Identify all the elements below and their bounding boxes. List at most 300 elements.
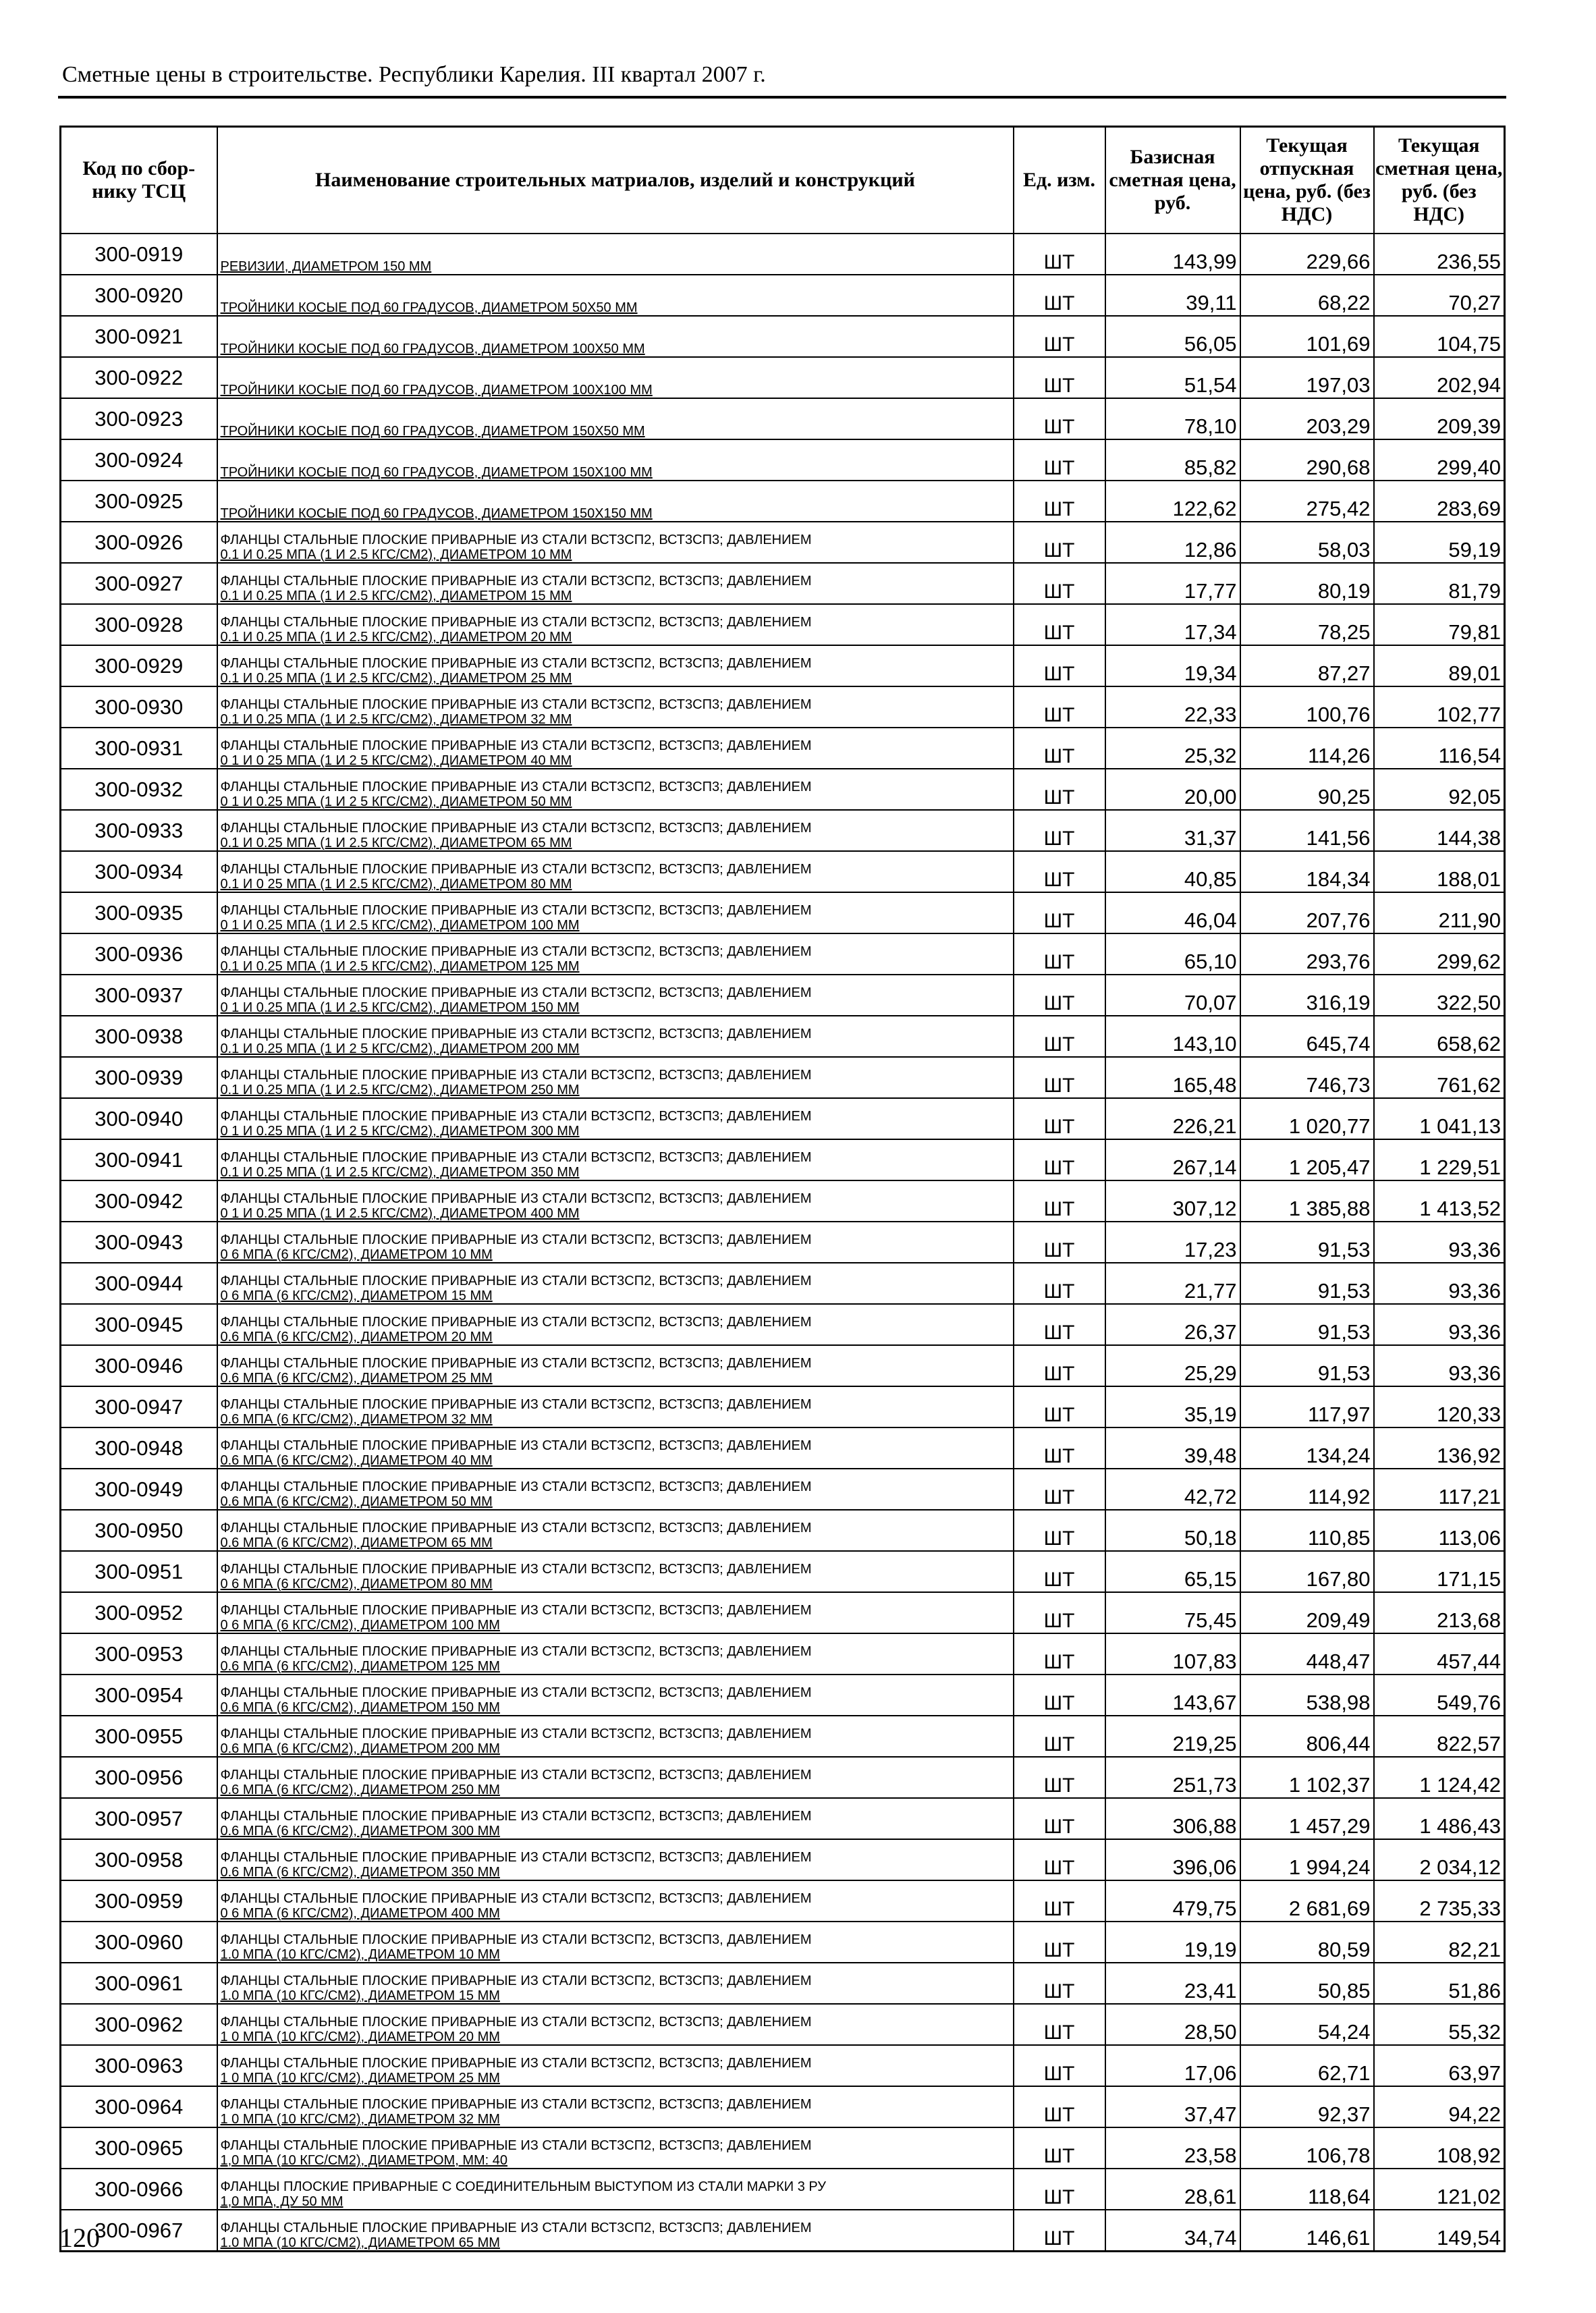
cell-current-estimate-price: 51,86 — [1374, 1963, 1505, 2004]
cell-unit: ШТ — [1014, 769, 1105, 810]
name-line-1: ФЛАНЦЫ СТАЛЬНЫЕ ПЛОСКИЕ ПРИВАРНЫЕ ИЗ СТАЛИ ВСТ3СП2, ВСТ3СП3; ДАВЛЕНИЕМ — [220, 1974, 812, 1988]
cell-name — [217, 1510, 1014, 1551]
table-row — [61, 1510, 1505, 1551]
cell-current-release-price: 746,73 — [1240, 1057, 1374, 1098]
cell-unit: ШТ — [1014, 398, 1105, 439]
cell-base-price: 26,37 — [1105, 1304, 1240, 1345]
cell-unit: ШТ — [1014, 1427, 1105, 1469]
name-line-1: ФЛАНЦЫ СТАЛЬНЫЕ ПЛОСКИЕ ПРИВАРНЫЕ ИЗ СТАЛИ ВСТ3СП2, ВСТ3СП3; ДАВЛЕНИЕМ — [220, 1356, 812, 1371]
name-line-2: 0.6 МПА (6 КГС/СМ2), ДИАМЕТРОМ 200 ММ — [220, 1741, 500, 1756]
cell-code: 300-0949 — [61, 1469, 217, 1510]
cell-current-release-price: 645,74 — [1240, 1016, 1374, 1057]
cell-base-price: 78,10 — [1105, 398, 1240, 439]
name-line-2: ТРОЙНИКИ КОСЫЕ ПОД 60 ГРАДУСОВ, ДИАМЕТРОМ 100Х100 ММ — [220, 383, 653, 398]
cell-code: 300-0947 — [61, 1386, 217, 1427]
cell-code: 300-0941 — [61, 1139, 217, 1180]
cell-name — [217, 2004, 1014, 2045]
cell-code: 300-0939 — [61, 1057, 217, 1098]
cell-current-release-price: 184,34 — [1240, 851, 1374, 892]
name-line-2: 0.1 И 0.25 МПА (1 И 2.5 КГС/СМ2), ДИАМЕТРОМ 32 ММ — [220, 712, 572, 727]
cell-current-release-price: 117,97 — [1240, 1386, 1374, 1427]
cell-name — [217, 1922, 1014, 1963]
cell-code: 300-0958 — [61, 1839, 217, 1880]
cell-current-release-price: 146,61 — [1240, 2210, 1374, 2252]
table-row — [61, 2210, 1505, 2252]
table-row — [61, 563, 1505, 604]
cell-code: 300-0950 — [61, 1510, 217, 1551]
name-line-1: ФЛАНЦЫ СТАЛЬНЫЕ ПЛОСКИЕ ПРИВАРНЫЕ ИЗ СТАЛИ ВСТ3СП2, ВСТ3СП3; ДАВЛЕНИЕМ — [220, 2056, 812, 2071]
table-row — [61, 686, 1505, 728]
name-line-2: 0 6 МПА (6 КГС/СМ2), ДИАМЕТРОМ 400 ММ — [220, 1906, 500, 1921]
cell-name — [217, 2127, 1014, 2169]
cell-code: 300-0962 — [61, 2004, 217, 2045]
table-row — [61, 481, 1505, 522]
cell-current-estimate-price: 213,68 — [1374, 1592, 1505, 1633]
name-line-2: 0.1 И 0.25 МПА (1 И 2.5 КГС/СМ2), ДИАМЕТРОМ 125 ММ — [220, 959, 580, 974]
cell-unit: ШТ — [1014, 1675, 1105, 1716]
cell-current-release-price: 1 102,37 — [1240, 1757, 1374, 1798]
name-line-1: ФЛАНЦЫ СТАЛЬНЫЕ ПЛОСКИЕ ПРИВАРНЫЕ ИЗ СТАЛИ ВСТ3СП2, ВСТ3СП3; ДАВЛЕНИЕМ — [220, 1891, 812, 1906]
cell-current-release-price: 80,59 — [1240, 1922, 1374, 1963]
name-line-1: ФЛАНЦЫ СТАЛЬНЫЕ ПЛОСКИЕ ПРИВАРНЫЕ ИЗ СТАЛИ ВСТ3СП2, ВСТ3СП3; ДАВЛЕНИЕМ — [220, 1438, 812, 1453]
cell-current-release-price: 91,53 — [1240, 1222, 1374, 1263]
name-line-2: 1 0 МПА (10 КГС/СМ2), ДИАМЕТРОМ 20 ММ — [220, 2030, 500, 2044]
cell-base-price: 42,72 — [1105, 1469, 1240, 1510]
cell-current-estimate-price: 70,27 — [1374, 275, 1505, 316]
cell-base-price: 396,06 — [1105, 1839, 1240, 1880]
cell-unit: ШТ — [1014, 1016, 1105, 1057]
cell-current-release-price: 114,26 — [1240, 728, 1374, 769]
cell-current-release-price: 1 457,29 — [1240, 1798, 1374, 1839]
cell-name — [217, 1016, 1014, 1057]
cell-code: 300-0948 — [61, 1427, 217, 1469]
name-line-2: 0.6 МПА (6 КГС/СМ2), ДИАМЕТРОМ 32 ММ — [220, 1412, 493, 1427]
cell-code: 300-0966 — [61, 2169, 217, 2210]
cell-name — [217, 604, 1014, 645]
cell-unit: ШТ — [1014, 1757, 1105, 1798]
cell-current-release-price: 275,42 — [1240, 481, 1374, 522]
cell-unit: ШТ — [1014, 892, 1105, 933]
cell-current-estimate-price: 149,54 — [1374, 2210, 1505, 2252]
cell-current-estimate-price: 457,44 — [1374, 1633, 1505, 1675]
name-line-2: 0 1 И 0.25 МПА (1 И 2.5 КГС/СМ2), ДИАМЕТРОМ 100 ММ — [220, 918, 580, 933]
cell-base-price: 50,18 — [1105, 1510, 1240, 1551]
table-row — [61, 1798, 1505, 1839]
cell-current-estimate-price: 211,90 — [1374, 892, 1505, 933]
cell-current-estimate-price: 59,19 — [1374, 522, 1505, 563]
name-line-1: ФЛАНЦЫ СТАЛЬНЫЕ ПЛОСКИЕ ПРИВАРНЫЕ ИЗ СТАЛИ ВСТ3СП2, ВСТ3СП3; ДАВЛЕНИЕМ — [220, 1521, 812, 1535]
table-row — [61, 769, 1505, 810]
header-name: Наименование строительных матриалов, изделий и конструкций — [217, 127, 1014, 234]
cell-unit: ШТ — [1014, 1551, 1105, 1592]
cell-name — [217, 275, 1014, 316]
cell-unit: ШТ — [1014, 810, 1105, 851]
cell-unit: ШТ — [1014, 1510, 1105, 1551]
cell-current-estimate-price: 658,62 — [1374, 1016, 1505, 1057]
cell-current-release-price: 1 020,77 — [1240, 1098, 1374, 1139]
cell-base-price: 143,67 — [1105, 1675, 1240, 1716]
cell-name — [217, 234, 1014, 275]
cell-current-estimate-price: 283,69 — [1374, 481, 1505, 522]
cell-name — [217, 810, 1014, 851]
cell-base-price: 226,21 — [1105, 1098, 1240, 1139]
cell-name — [217, 316, 1014, 357]
cell-code: 300-0963 — [61, 2045, 217, 2086]
name-line-1: ФЛАНЦЫ СТАЛЬНЫЕ ПЛОСКИЕ ПРИВАРНЫЕ ИЗ СТАЛИ ВСТ3СП2, ВСТ3СП3; ДАВЛЕНИЕМ — [220, 2138, 812, 2153]
cell-current-estimate-price: 113,06 — [1374, 1510, 1505, 1551]
cell-name — [217, 522, 1014, 563]
name-line-1: ФЛАНЦЫ СТАЛЬНЫЕ ПЛОСКИЕ ПРИВАРНЫЕ ИЗ СТАЛИ ВСТ3СП2, ВСТ3СП3; ДАВЛЕНИЕМ — [220, 1562, 812, 1577]
table-row — [61, 1345, 1505, 1386]
cell-unit: ШТ — [1014, 1139, 1105, 1180]
cell-current-estimate-price: 171,15 — [1374, 1551, 1505, 1592]
cell-current-estimate-price: 299,62 — [1374, 933, 1505, 975]
cell-name — [217, 892, 1014, 933]
table-row — [61, 1427, 1505, 1469]
table-row — [61, 398, 1505, 439]
cell-name — [217, 357, 1014, 398]
cell-current-estimate-price: 1 124,42 — [1374, 1757, 1505, 1798]
cell-base-price: 143,99 — [1105, 234, 1240, 275]
table-row — [61, 933, 1505, 975]
cell-name — [217, 1551, 1014, 1592]
table-row — [61, 1016, 1505, 1057]
cell-base-price: 307,12 — [1105, 1180, 1240, 1222]
cell-name — [217, 2086, 1014, 2127]
name-line-1: ФЛАНЦЫ СТАЛЬНЫЕ ПЛОСКИЕ ПРИВАРНЫЕ ИЗ СТАЛИ ВСТ3СП2, ВСТ3СП3; ДАВЛЕНИЕМ — [220, 2097, 812, 2112]
cell-code: 300-0924 — [61, 439, 217, 481]
cell-code: 300-0965 — [61, 2127, 217, 2169]
cell-code: 300-0937 — [61, 975, 217, 1016]
cell-current-release-price: 92,37 — [1240, 2086, 1374, 2127]
cell-name — [217, 1263, 1014, 1304]
name-line-2: 0 6 МПА (6 КГС/СМ2), ДИАМЕТРОМ 15 ММ — [220, 1288, 493, 1303]
cell-current-estimate-price: 104,75 — [1374, 316, 1505, 357]
cell-current-estimate-price: 322,50 — [1374, 975, 1505, 1016]
cell-name — [217, 1469, 1014, 1510]
cell-code: 300-0919 — [61, 234, 217, 275]
cell-unit: ШТ — [1014, 316, 1105, 357]
name-line-2: 0.6 МПА (6 КГС/СМ2), ДИАМЕТРОМ 125 ММ — [220, 1659, 500, 1674]
cell-base-price: 143,10 — [1105, 1016, 1240, 1057]
name-line-1: ФЛАНЦЫ СТАЛЬНЫЕ ПЛОСКИЕ ПРИВАРНЫЕ ИЗ СТАЛИ ВСТ3СП2, ВСТ3СП3; ДАВЛЕНИЕМ — [220, 1603, 812, 1618]
cell-code: 300-0920 — [61, 275, 217, 316]
cell-unit: ШТ — [1014, 1716, 1105, 1757]
table-row — [61, 1757, 1505, 1798]
table-row — [61, 1098, 1505, 1139]
cell-current-release-price: 91,53 — [1240, 1263, 1374, 1304]
name-line-1: ФЛАНЦЫ СТАЛЬНЫЕ ПЛОСКИЕ ПРИВАРНЫЕ ИЗ СТАЛИ ВСТ3СП2, ВСТ3СП3; ДАВЛЕНИЕМ — [220, 2221, 812, 2235]
cell-current-estimate-price: 82,21 — [1374, 1922, 1505, 1963]
cell-base-price: 25,32 — [1105, 728, 1240, 769]
cell-current-estimate-price: 79,81 — [1374, 604, 1505, 645]
name-line-1: ФЛАНЦЫ СТАЛЬНЫЕ ПЛОСКИЕ ПРИВАРНЫЕ ИЗ СТАЛИ ВСТ3СП2, ВСТ3СП3; ДАВЛЕНИЕМ — [220, 738, 812, 753]
cell-unit: ШТ — [1014, 357, 1105, 398]
cell-code: 300-0959 — [61, 1880, 217, 1922]
table-row — [61, 892, 1505, 933]
cell-current-release-price: 203,29 — [1240, 398, 1374, 439]
cell-base-price: 40,85 — [1105, 851, 1240, 892]
name-line-1: ФЛАНЦЫ СТАЛЬНЫЕ ПЛОСКИЕ ПРИВАРНЫЕ ИЗ СТАЛИ ВСТ3СП2, ВСТ3СП3; ДАВЛЕНИЕМ — [220, 1809, 812, 1824]
table-row — [61, 604, 1505, 645]
cell-current-estimate-price: 2 735,33 — [1374, 1880, 1505, 1922]
name-line-1: ФЛАНЦЫ СТАЛЬНЫЕ ПЛОСКИЕ ПРИВАРНЫЕ ИЗ СТАЛИ ВСТ3СП2, ВСТ3СП3; ДАВЛЕНИЕМ — [220, 780, 812, 794]
cell-unit: ШТ — [1014, 851, 1105, 892]
cell-current-release-price: 2 681,69 — [1240, 1880, 1374, 1922]
table-row — [61, 1963, 1505, 2004]
cell-current-estimate-price: 236,55 — [1374, 234, 1505, 275]
cell-code: 300-0934 — [61, 851, 217, 892]
cell-unit: ШТ — [1014, 2169, 1105, 2210]
cell-code: 300-0953 — [61, 1633, 217, 1675]
name-line-1: ФЛАНЦЫ СТАЛЬНЫЕ ПЛОСКИЕ ПРИВАРНЫЕ ИЗ СТАЛИ ВСТ3СП2, ВСТ3СП3; ДАВЛЕНИЕМ — [220, 944, 812, 959]
table-body — [61, 234, 1505, 2252]
cell-unit: ШТ — [1014, 1469, 1105, 1510]
name-line-2: 0.6 МПА (6 КГС/СМ2), ДИАМЕТРОМ 65 ММ — [220, 1535, 493, 1550]
cell-name — [217, 769, 1014, 810]
cell-name — [217, 1427, 1014, 1469]
table-row — [61, 645, 1505, 686]
cell-unit: ШТ — [1014, 1180, 1105, 1222]
cell-code: 300-0930 — [61, 686, 217, 728]
cell-code: 300-0926 — [61, 522, 217, 563]
cell-unit: ШТ — [1014, 933, 1105, 975]
cell-current-release-price: 68,22 — [1240, 275, 1374, 316]
cell-name — [217, 1345, 1014, 1386]
cell-name — [217, 1839, 1014, 1880]
cell-unit: ШТ — [1014, 234, 1105, 275]
cell-base-price: 479,75 — [1105, 1880, 1240, 1922]
cell-code: 300-0928 — [61, 604, 217, 645]
cell-code: 300-0942 — [61, 1180, 217, 1222]
table-row — [61, 357, 1505, 398]
name-line-2: 1.0 МПА (10 КГС/СМ2), ДИАМЕТРОМ 65 ММ — [220, 2235, 500, 2250]
name-line-2: 0.6 МПА (6 КГС/СМ2), ДИАМЕТРОМ 40 ММ — [220, 1453, 493, 1468]
running-head: Сметные цены в строительстве. Республики Карелия. III квартал 2007 г. — [62, 62, 766, 87]
cell-name — [217, 645, 1014, 686]
cell-current-release-price: 207,76 — [1240, 892, 1374, 933]
cell-unit: ШТ — [1014, 563, 1105, 604]
cell-name — [217, 1057, 1014, 1098]
cell-current-estimate-price: 1 486,43 — [1374, 1798, 1505, 1839]
name-line-1: ФЛАНЦЫ СТАЛЬНЫЕ ПЛОСКИЕ ПРИВАРНЫЕ ИЗ СТАЛИ ВСТ3СП2, ВСТ3СП3; ДАВЛЕНИЕМ — [220, 1315, 812, 1330]
cell-base-price: 39,48 — [1105, 1427, 1240, 1469]
name-line-2: 0.6 МПА (6 КГС/СМ2), ДИАМЕТРОМ 20 ММ — [220, 1330, 493, 1344]
cell-current-release-price: 118,64 — [1240, 2169, 1374, 2210]
table-header — [61, 127, 1505, 234]
cell-current-estimate-price: 761,62 — [1374, 1057, 1505, 1098]
cell-unit: ШТ — [1014, 1633, 1105, 1675]
cell-current-release-price: 110,85 — [1240, 1510, 1374, 1551]
cell-code: 300-0940 — [61, 1098, 217, 1139]
cell-name — [217, 1633, 1014, 1675]
table-row — [61, 1716, 1505, 1757]
name-line-1: ФЛАНЦЫ СТАЛЬНЫЕ ПЛОСКИЕ ПРИВАРНЫЕ ИЗ СТАЛИ ВСТ3СП2, ВСТ3СП3; ДАВЛЕНИЕМ — [220, 1644, 812, 1659]
cell-current-estimate-price: 2 034,12 — [1374, 1839, 1505, 1880]
table-row — [61, 275, 1505, 316]
name-line-2: 0.1 И 0.25 МПА (1 И 2.5 КГС/СМ2), ДИАМЕТРОМ 250 ММ — [220, 1083, 580, 1097]
cell-current-release-price: 141,56 — [1240, 810, 1374, 851]
name-line-2: 0.6 МПА (6 КГС/СМ2), ДИАМЕТРОМ 150 ММ — [220, 1700, 500, 1715]
cell-unit: ШТ — [1014, 728, 1105, 769]
name-line-2: 1 0 МПА (10 КГС/СМ2), ДИАМЕТРОМ 25 ММ — [220, 2071, 500, 2086]
cell-current-release-price: 50,85 — [1240, 1963, 1374, 2004]
cell-unit: ШТ — [1014, 1304, 1105, 1345]
cell-current-release-price: 293,76 — [1240, 933, 1374, 975]
cell-code: 300-0957 — [61, 1798, 217, 1839]
table-row — [61, 1633, 1505, 1675]
name-line-2: ТРОЙНИКИ КОСЫЕ ПОД 60 ГРАДУСОВ, ДИАМЕТРОМ 150Х50 ММ — [220, 424, 645, 439]
cell-code: 300-0944 — [61, 1263, 217, 1304]
cell-current-release-price: 167,80 — [1240, 1551, 1374, 1592]
cell-base-price: 31,37 — [1105, 810, 1240, 851]
cell-name — [217, 481, 1014, 522]
header-current-estimate-price: Текущая сметная цена, руб. (без НДС) — [1374, 127, 1505, 234]
cell-current-estimate-price: 144,38 — [1374, 810, 1505, 851]
name-line-1: ФЛАНЦЫ СТАЛЬНЫЕ ПЛОСКИЕ ПРИВАРНЫЕ ИЗ СТАЛИ ВСТ3СП2, ВСТ3СП3; ДАВЛЕНИЕМ — [220, 1150, 812, 1165]
cell-current-release-price: 1 205,47 — [1240, 1139, 1374, 1180]
cell-current-estimate-price: 89,01 — [1374, 645, 1505, 686]
cell-unit: ШТ — [1014, 2086, 1105, 2127]
cell-base-price: 51,54 — [1105, 357, 1240, 398]
name-line-2: ТРОЙНИКИ КОСЫЕ ПОД 60 ГРАДУСОВ, ДИАМЕТРОМ 150Х100 ММ — [220, 465, 653, 480]
table-row — [61, 1139, 1505, 1180]
name-line-1: ФЛАНЦЫ СТАЛЬНЫЕ ПЛОСКИЕ ПРИВАРНЫЕ ИЗ СТАЛИ ВСТ3СП2, ВСТ3СП3; ДАВЛЕНИЕМ — [220, 656, 812, 671]
cell-base-price: 107,83 — [1105, 1633, 1240, 1675]
name-line-2: 1,0 МПА (10 КГС/СМ2), ДИАМЕТРОМ, ММ: 40 — [220, 2153, 507, 2168]
cell-unit: ШТ — [1014, 2210, 1105, 2252]
cell-unit: ШТ — [1014, 1345, 1105, 1386]
cell-name — [217, 1716, 1014, 1757]
cell-name — [217, 439, 1014, 481]
cell-code: 300-0938 — [61, 1016, 217, 1057]
cell-name — [217, 1592, 1014, 1633]
name-line-2: 1,0 МПА, ДУ 50 ММ — [220, 2194, 343, 2209]
cell-code: 300-0956 — [61, 1757, 217, 1798]
cell-code: 300-0955 — [61, 1716, 217, 1757]
cell-base-price: 165,48 — [1105, 1057, 1240, 1098]
table-row — [61, 1592, 1505, 1633]
cell-name — [217, 2210, 1014, 2252]
table-row — [61, 1551, 1505, 1592]
cell-unit: ШТ — [1014, 1098, 1105, 1139]
cell-base-price: 39,11 — [1105, 275, 1240, 316]
name-line-1: ФЛАНЦЫ СТАЛЬНЫЕ ПЛОСКИЕ ПРИВАРНЫЕ ИЗ СТАЛИ ВСТ3СП2, ВСТ3СП3; ДАВЛЕНИЕМ — [220, 533, 812, 547]
table-row — [61, 1839, 1505, 1880]
name-line-1: ФЛАНЦЫ ПЛОСКИЕ ПРИВАРНЫЕ С СОЕДИНИТЕЛЬНЫМ ВЫСТУПОМ ИЗ СТАЛИ МАРКИ 3 РУ — [220, 2179, 827, 2194]
table-row — [61, 1180, 1505, 1222]
table-row — [61, 2045, 1505, 2086]
name-line-1: ФЛАНЦЫ СТАЛЬНЫЕ ПЛОСКИЕ ПРИВАРНЫЕ ИЗ СТАЛИ ВСТ3СП2, ВСТ3СП3; ДАВЛЕНИЕМ — [220, 1274, 812, 1288]
cell-current-release-price: 209,49 — [1240, 1592, 1374, 1633]
cell-current-release-price: 316,19 — [1240, 975, 1374, 1016]
cell-base-price: 35,19 — [1105, 1386, 1240, 1427]
name-line-2: 0 6 МПА (6 КГС/СМ2), ДИАМЕТРОМ 100 ММ — [220, 1618, 500, 1633]
cell-current-release-price: 290,68 — [1240, 439, 1374, 481]
cell-unit: ШТ — [1014, 686, 1105, 728]
cell-code: 300-0933 — [61, 810, 217, 851]
name-line-2: 0 1 И 0 25 МПА (1 И 2 5 КГС/СМ2), ДИАМЕТРОМ 40 ММ — [220, 753, 572, 768]
cell-base-price: 19,19 — [1105, 1922, 1240, 1963]
cell-current-release-price: 101,69 — [1240, 316, 1374, 357]
table-row — [61, 2127, 1505, 2169]
table-row — [61, 316, 1505, 357]
cell-code: 300-0931 — [61, 728, 217, 769]
name-line-2: 0.1 И 0.25 МПА (1 И 2 5 КГС/СМ2), ДИАМЕТРОМ 200 ММ — [220, 1041, 580, 1056]
cell-name — [217, 1757, 1014, 1798]
cell-unit: ШТ — [1014, 1222, 1105, 1263]
cell-base-price: 25,29 — [1105, 1345, 1240, 1386]
cell-name — [217, 398, 1014, 439]
table-row — [61, 1880, 1505, 1922]
cell-unit: ШТ — [1014, 2004, 1105, 2045]
cell-base-price: 37,47 — [1105, 2086, 1240, 2127]
cell-current-release-price: 114,92 — [1240, 1469, 1374, 1510]
cell-base-price: 22,33 — [1105, 686, 1240, 728]
cell-current-release-price: 91,53 — [1240, 1345, 1374, 1386]
cell-code: 300-0935 — [61, 892, 217, 933]
cell-current-estimate-price: 136,92 — [1374, 1427, 1505, 1469]
cell-name — [217, 933, 1014, 975]
cell-name — [217, 2045, 1014, 2086]
cell-base-price: 65,10 — [1105, 933, 1240, 975]
cell-code: 300-0961 — [61, 1963, 217, 2004]
cell-current-estimate-price: 93,36 — [1374, 1345, 1505, 1386]
cell-current-estimate-price: 93,36 — [1374, 1222, 1505, 1263]
cell-current-release-price: 448,47 — [1240, 1633, 1374, 1675]
cell-code: 300-0964 — [61, 2086, 217, 2127]
cell-current-estimate-price: 202,94 — [1374, 357, 1505, 398]
cell-name — [217, 1386, 1014, 1427]
cell-current-release-price: 106,78 — [1240, 2127, 1374, 2169]
name-line-1: ФЛАНЦЫ СТАЛЬНЫЕ ПЛОСКИЕ ПРИВАРНЫЕ ИЗ СТАЛИ ВСТ3СП2, ВСТ3СП3; ДАВЛЕНИЕМ — [220, 821, 812, 836]
cell-base-price: 70,07 — [1105, 975, 1240, 1016]
name-line-2: 0.1 И 0.25 МПА (1 И 2.5 КГС/СМ2), ДИАМЕТРОМ 15 ММ — [220, 589, 572, 603]
cell-current-release-price: 806,44 — [1240, 1716, 1374, 1757]
name-line-1: ФЛАНЦЫ СТАЛЬНЫЕ ПЛОСКИЕ ПРИВАРНЫЕ ИЗ СТАЛИ ВСТ3СП2, ВСТ3СП3; ДАВЛЕНИЕМ — [220, 1068, 812, 1083]
name-line-2: 0 6 МПА (6 КГС/СМ2), ДИАМЕТРОМ 80 ММ — [220, 1577, 493, 1591]
cell-base-price: 23,58 — [1105, 2127, 1240, 2169]
table-row — [61, 522, 1505, 563]
cell-current-estimate-price: 63,97 — [1374, 2045, 1505, 2086]
name-line-2: 0 1 И 0.25 МПА (1 И 2.5 КГС/СМ2), ДИАМЕТРОМ 150 ММ — [220, 1000, 580, 1015]
cell-code: 300-0945 — [61, 1304, 217, 1345]
name-line-2: 0.6 МПА (6 КГС/СМ2), ДИАМЕТРОМ 50 ММ — [220, 1494, 493, 1509]
cell-base-price: 17,06 — [1105, 2045, 1240, 2086]
name-line-1: ФЛАНЦЫ СТАЛЬНЫЕ ПЛОСКИЕ ПРИВАРНЫЕ ИЗ СТАЛИ ВСТ3СП2, ВСТ3СП3; ДАВЛЕНИЕМ — [220, 1726, 812, 1741]
cell-code: 300-0960 — [61, 1922, 217, 1963]
table-row — [61, 728, 1505, 769]
table-row — [61, 1386, 1505, 1427]
cell-base-price: 306,88 — [1105, 1798, 1240, 1839]
name-line-2: 0.6 МПА (6 КГС/СМ2), ДИАМЕТРОМ 300 ММ — [220, 1824, 500, 1839]
cell-base-price: 28,50 — [1105, 2004, 1240, 2045]
name-line-1: ФЛАНЦЫ СТАЛЬНЫЕ ПЛОСКИЕ ПРИВАРНЫЕ ИЗ СТАЛИ ВСТ3СП2, ВСТ3СП3; ДАВЛЕНИЕМ — [220, 2015, 812, 2030]
cell-code: 300-0927 — [61, 563, 217, 604]
name-line-2: 0.1 И 0.25 МПА (1 И 2.5 КГС/СМ2), ДИАМЕТРОМ 25 ММ — [220, 671, 572, 686]
name-line-2: 0 1 И 0.25 МПА (1 И 2 5 КГС/СМ2), ДИАМЕТРОМ 50 ММ — [220, 794, 572, 809]
cell-current-release-price: 90,25 — [1240, 769, 1374, 810]
name-line-2: 0.1 И 0.25 МПА (1 И 2.5 КГС/СМ2), ДИАМЕТРОМ 20 ММ — [220, 630, 572, 645]
name-line-1: ФЛАНЦЫ СТАЛЬНЫЕ ПЛОСКИЕ ПРИВАРНЫЕ ИЗ СТАЛИ ВСТ3СП2, ВСТ3СП3; ДАВЛЕНИЕМ — [220, 697, 812, 712]
name-line-1: ФЛАНЦЫ СТАЛЬНЫЕ ПЛОСКИЕ ПРИВАРНЫЕ ИЗ СТАЛИ ВСТ3СП2, ВСТ3СП3; ДАВЛЕНИЕМ — [220, 1685, 812, 1700]
cell-base-price: 19,34 — [1105, 645, 1240, 686]
name-line-2: 0.1 И 0.25 МПА (1 И 2.5 КГС/СМ2), ДИАМЕТРОМ 65 ММ — [220, 836, 572, 850]
cell-unit: ШТ — [1014, 439, 1105, 481]
cell-code: 300-0943 — [61, 1222, 217, 1263]
cell-base-price: 28,61 — [1105, 2169, 1240, 2210]
name-line-1: ФЛАНЦЫ СТАЛЬНЫЕ ПЛОСКИЕ ПРИВАРНЫЕ ИЗ СТАЛИ ВСТ3СП2, ВСТ3СП3, ДАВЛЕНИЕМ — [220, 1932, 812, 1947]
